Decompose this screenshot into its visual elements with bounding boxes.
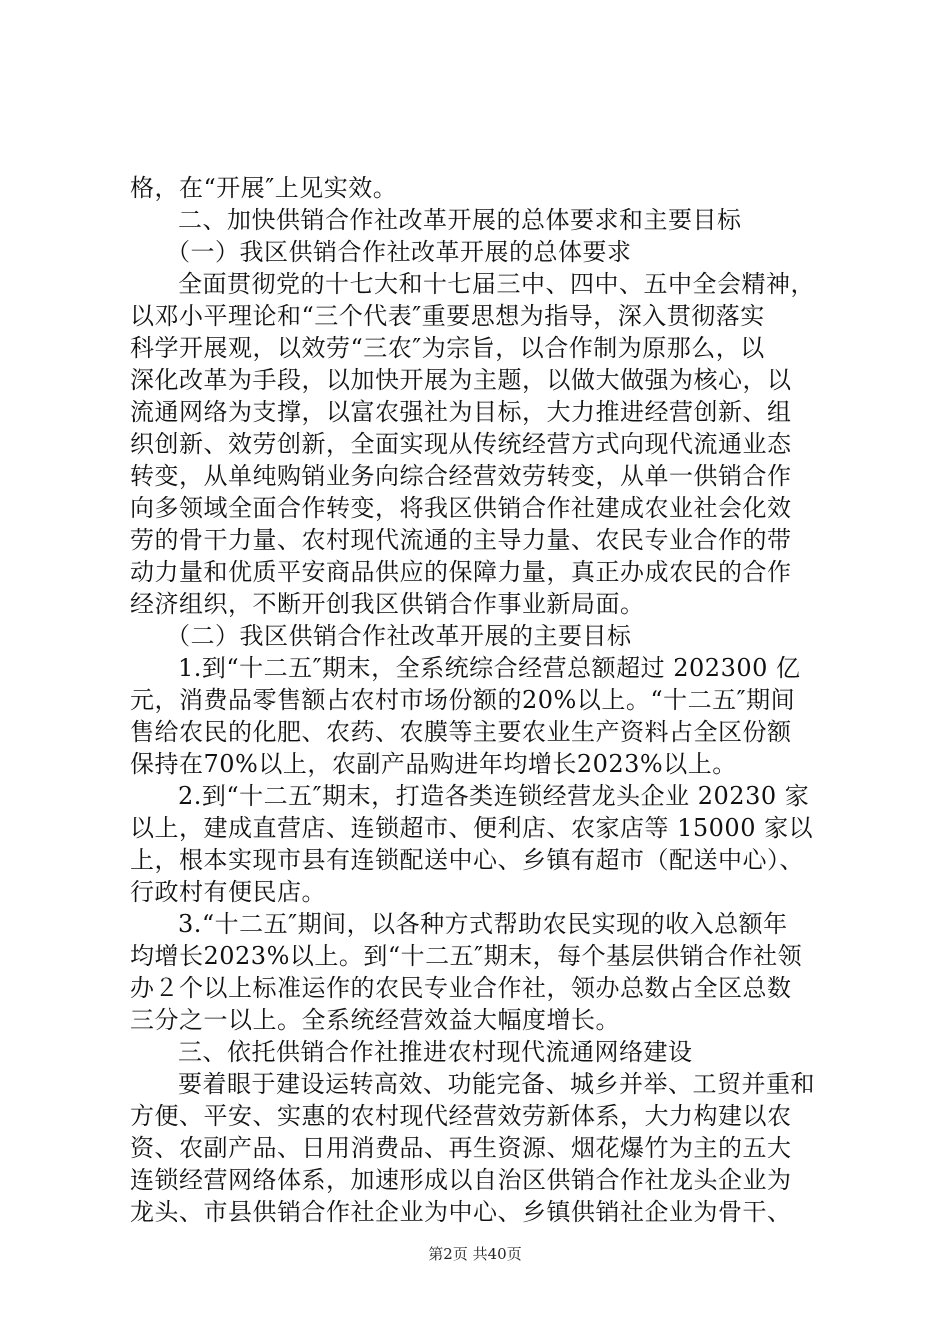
text-line: 资、农副产品、日用消费品、再生资源、烟花爆竹为主的五大 — [130, 1134, 792, 1162]
text-line: 龙头、市县供销合作社企业为中心、乡镇供销社企业为骨干、 — [130, 1198, 792, 1226]
text-line: 经济组织，不断开创我区供销合作事业新局面。 — [130, 590, 645, 618]
text-line: 格，在“开展″上见实效。 — [130, 174, 398, 202]
text-line: 深化改革为手段，以加快开展为主题，以做大做强为核心，以 — [130, 366, 792, 394]
text-line: 上，根本实现市县有连锁配送中心、乡镇有超市（配送中心）、 — [130, 846, 804, 874]
text-line: 行政村有便民店。 — [130, 878, 326, 906]
text-line: 元，消费品零售额占农村市场份额的20%以上。“十二五″期间 — [130, 686, 796, 714]
text-line: 连锁经营网络体系，加速形成以自治区供销合作社龙头企业为 — [130, 1166, 792, 1194]
text-line: 动力量和优质平安商品供应的保障力量，真正办成农民的合作 — [130, 558, 792, 586]
text-line: 保持在70%以上，农副产品购进年均增长2023%以上。 — [130, 750, 737, 778]
page-footer: 第2页 共40页 — [428, 1245, 522, 1263]
text-line: 转变，从单纯购销业务向综合经营效劳转变，从单一供销合作 — [130, 462, 792, 490]
text-line: 流通网络为支撑，以富农强社为目标，大力推进经营创新、组 — [130, 398, 792, 426]
text-line: 售给农民的化肥、农药、农膜等主要农业生产资料占全区份额 — [130, 718, 792, 746]
subsection-heading: （一）我区供销合作社改革开展的总体要求 — [166, 238, 632, 266]
text-line: 向多领域全面合作转变，将我区供销合作社建成农业社会化效 — [130, 494, 792, 522]
section-heading: 二、加快供销合作社改革开展的总体要求和主要目标 — [178, 206, 742, 234]
subsection-heading: （二）我区供销合作社改革开展的主要目标 — [166, 622, 632, 650]
text-line: 2.到“十二五″期末，打造各类连锁经营龙头企业 20230 家 — [178, 782, 810, 810]
text-line: 1.到“十二五″期末，全系统综合经营总额超过 202300 亿 — [178, 654, 801, 682]
text-line: 方便、平安、实惠的农村现代经营效劳新体系，大力构建以农 — [130, 1102, 792, 1130]
text-line: 全面贯彻党的十七大和十七届三中、四中、五中全会精神， — [178, 270, 815, 298]
text-line: 以上，建成直营店、连锁超市、便利店、农家店等 15000 家以 — [130, 814, 814, 842]
text-line: 均增长2023%以上。到“十二五″期末，每个基层供销合作社领 — [130, 942, 803, 970]
text-line: 织创新、效劳创新，全面实现从传统经营方式向现代流通业态 — [130, 430, 792, 458]
text-line: 3.“十二五″期间，以各种方式帮助农民实现的收入总额年 — [178, 910, 788, 938]
text-line: 办２个以上标准运作的农民专业合作社，领办总数占全区总数 — [130, 974, 792, 1002]
text-line: 以邓小平理论和“三个代表″重要思想为指导，深入贯彻落实 — [130, 302, 765, 330]
text-line: 科学开展观，以效劳“三农″为宗旨，以合作制为原那么，以 — [130, 334, 765, 362]
text-line: 要着眼于建设运转高效、功能完备、城乡并举、工贸并重和 — [178, 1070, 815, 1098]
text-line: 三分之一以上。全系统经营效益大幅度增长。 — [130, 1006, 620, 1034]
section-heading: 三、依托供销合作社推进农村现代流通网络建设 — [178, 1038, 693, 1066]
text-line: 劳的骨干力量、农村现代流通的主导力量、农民专业合作的带 — [130, 526, 792, 554]
